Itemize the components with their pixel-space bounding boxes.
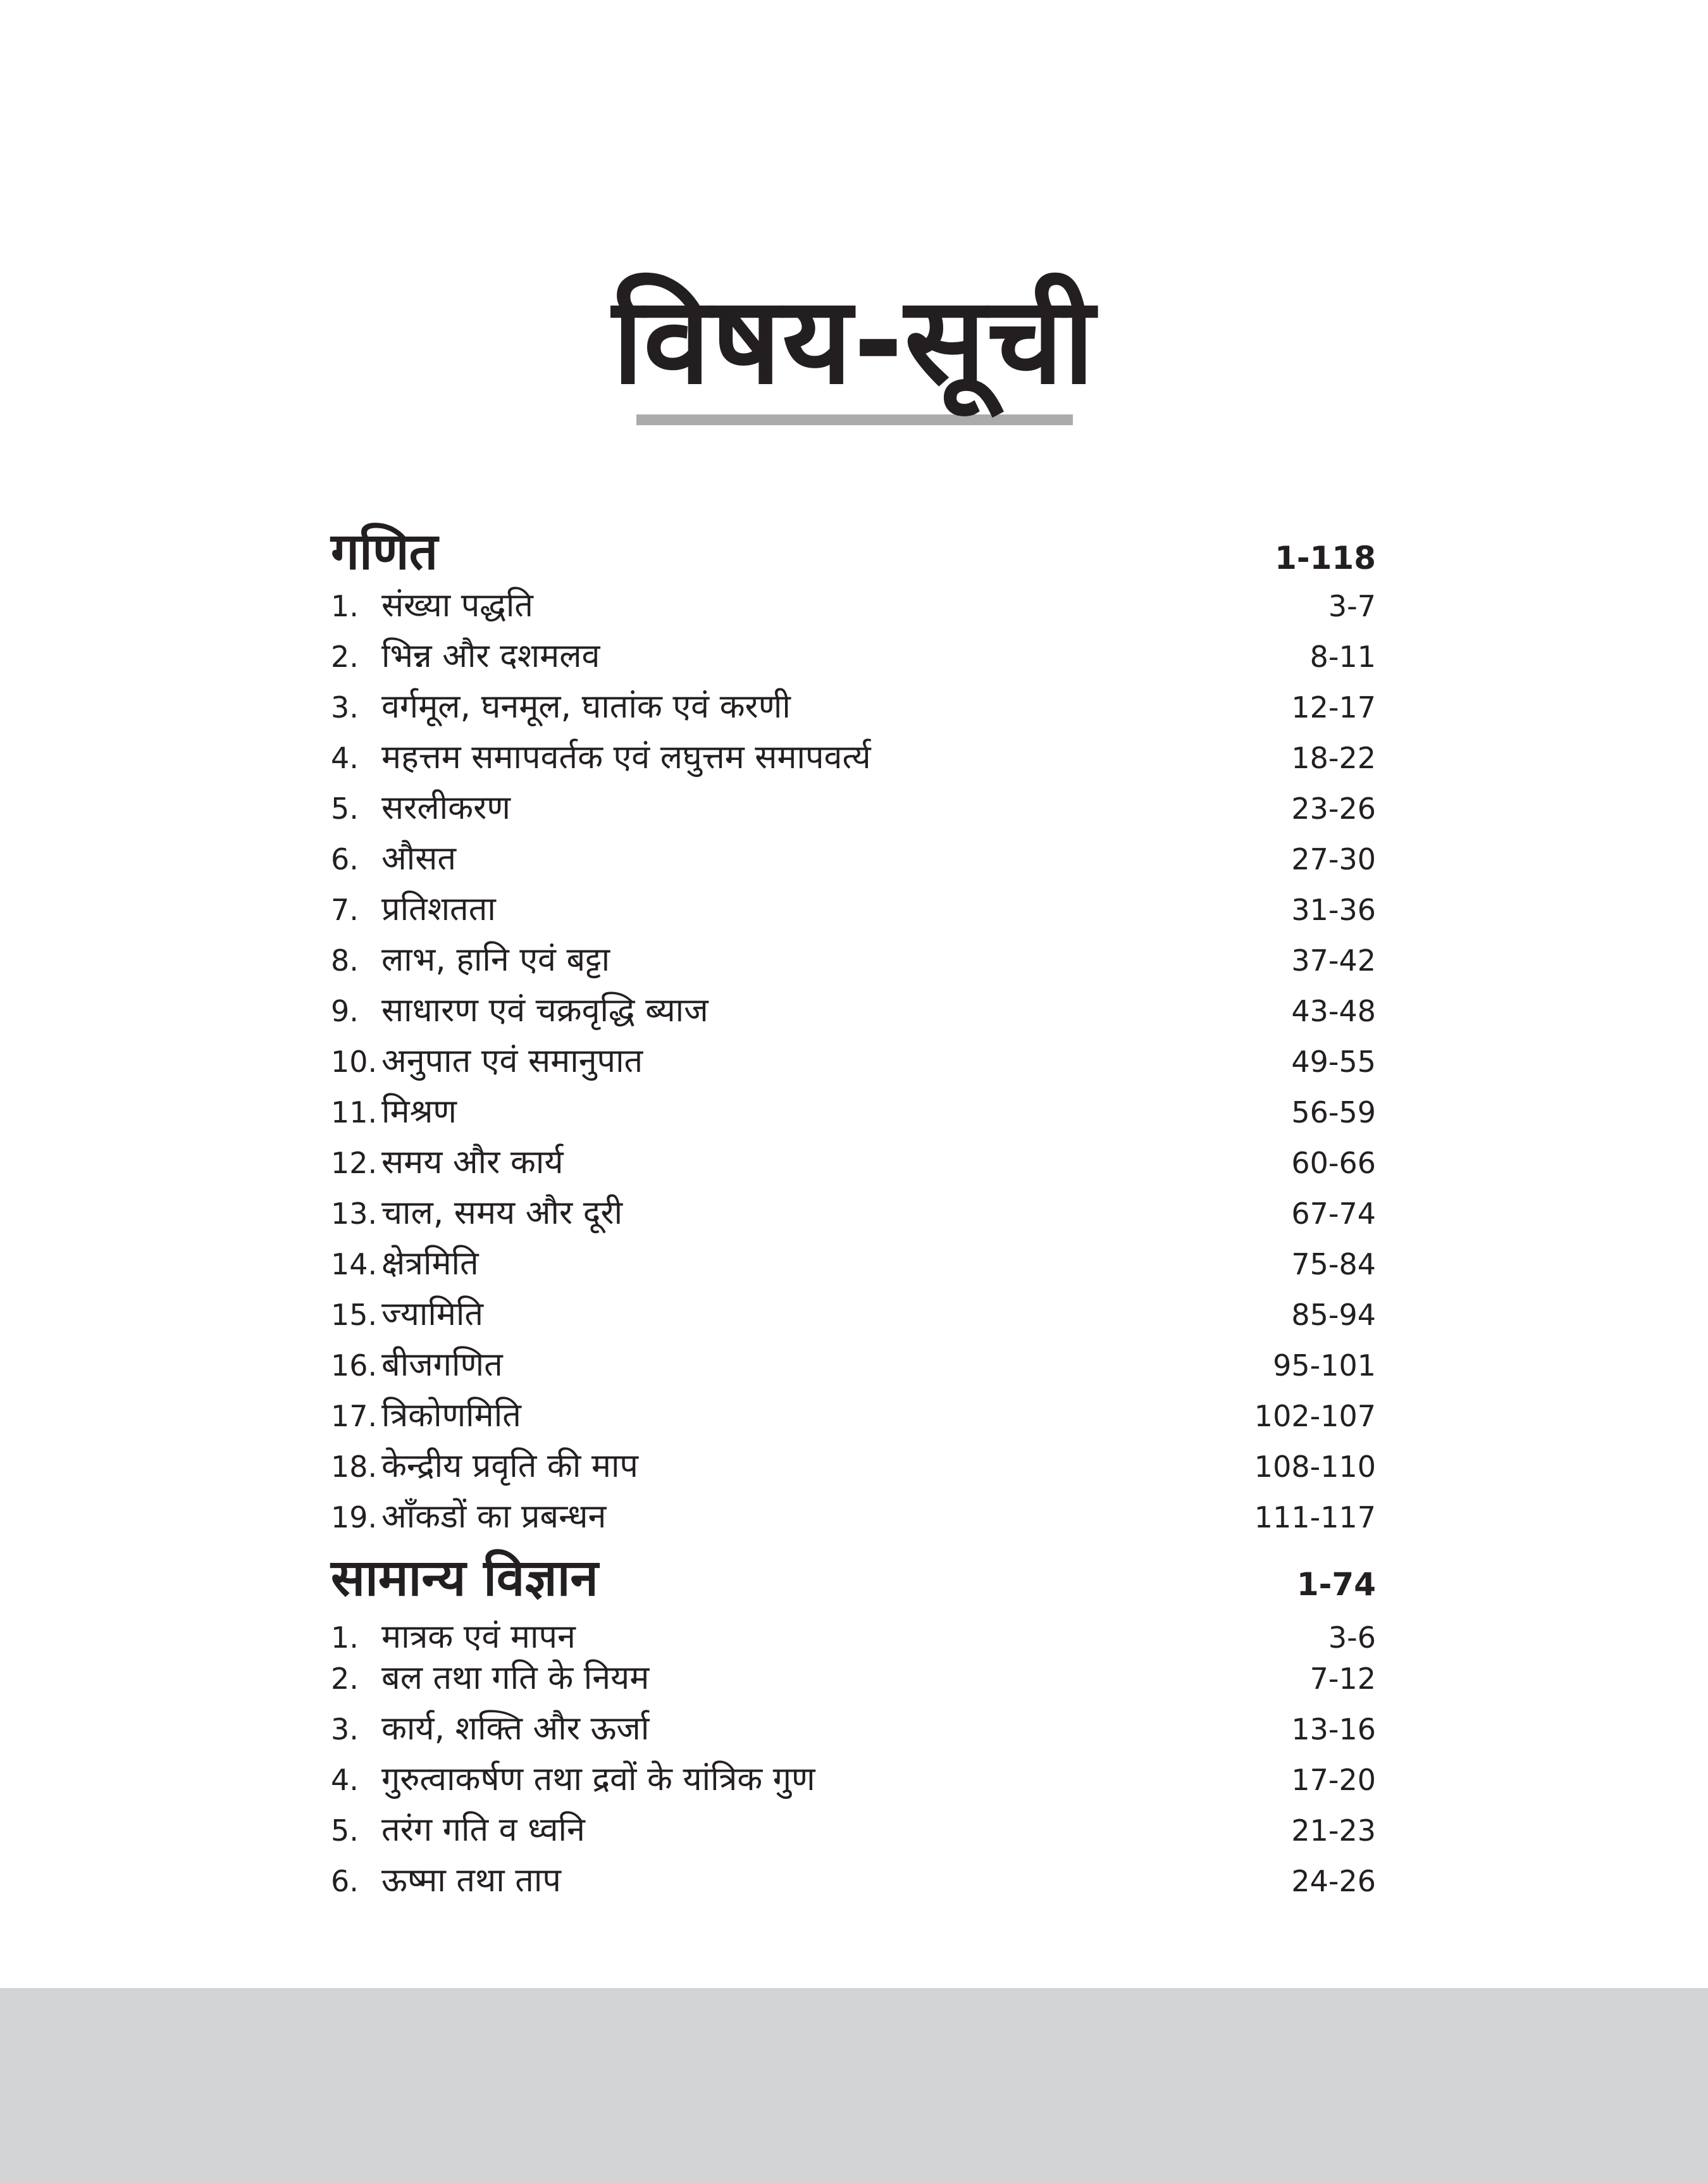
footer-band (0, 1988, 1708, 2183)
toc-item-number: 18. (331, 1450, 378, 1484)
toc-item-number: 1. (331, 589, 359, 623)
toc-item-number: 15. (331, 1298, 378, 1332)
toc-item-number: 10. (331, 1045, 378, 1079)
toc-item-number: 2. (331, 640, 359, 674)
toc-item-number: 13. (331, 1197, 378, 1231)
toc-item-number: 2. (331, 1662, 359, 1696)
toc-item-pages: 102-107 (1254, 1399, 1376, 1433)
toc-item (331, 935, 1376, 985)
toc-item-label: आँकडों का प्रबन्धन (381, 1498, 607, 1536)
toc-item-pages: 85-94 (1291, 1298, 1376, 1332)
toc-item-number: 4. (331, 1763, 359, 1797)
toc-item (331, 833, 1376, 884)
toc-item-number: 17. (331, 1399, 378, 1433)
toc-item-pages: 7-12 (1309, 1662, 1376, 1696)
toc-item-number: 1. (331, 1620, 359, 1655)
toc-item-number: 12. (331, 1146, 378, 1180)
toc-item-label: अनुपात एवं समानुपात (381, 1042, 643, 1080)
toc-item (331, 580, 1376, 631)
toc-item-number: 11. (331, 1095, 378, 1129)
toc-item-number: 3. (331, 1712, 359, 1746)
toc-item-pages: 3-7 (1328, 589, 1376, 623)
toc-item-pages: 31-36 (1291, 893, 1376, 927)
toc-item-pages: 37-42 (1291, 943, 1376, 978)
toc-item-pages: 27-30 (1291, 842, 1376, 876)
page-title: विषय-सूची (612, 271, 1096, 411)
toc-item-pages: 67-74 (1291, 1197, 1376, 1231)
toc-item-label: क्षेत्रमिति (381, 1245, 479, 1283)
toc-item-pages: 49-55 (1291, 1045, 1376, 1079)
toc-item-number: 9. (331, 994, 359, 1028)
toc-item-label: लाभ, हानि एवं बट्टा (381, 941, 610, 979)
toc-item-pages: 75-84 (1291, 1247, 1376, 1281)
toc-item (331, 985, 1376, 1036)
toc-item (331, 1612, 1376, 1656)
toc-item-number: 6. (331, 1864, 359, 1898)
toc-item-pages: 23-26 (1291, 792, 1376, 826)
toc-item-label: सरलीकरण (381, 789, 511, 827)
toc-item-label: मात्रक एवं मापन (381, 1618, 576, 1656)
toc-item (331, 1855, 1376, 1906)
toc-item (331, 1653, 1376, 1703)
toc-item-number: 3. (331, 690, 359, 725)
toc-item-label: ऊष्मा तथा ताप (381, 1862, 561, 1900)
toc-item-label: समय और कार्य (381, 1143, 564, 1181)
toc-item-label: औसत (381, 840, 456, 878)
toc-item-pages: 111-117 (1254, 1500, 1376, 1534)
toc-item (331, 1340, 1376, 1390)
toc-item (331, 1086, 1376, 1137)
toc-item-pages: 43-48 (1291, 994, 1376, 1028)
toc-item-number: 7. (331, 893, 359, 927)
toc-item-label: साधारण एवं चक्रवृद्धि ब्याज (381, 992, 709, 1029)
toc-item-number: 6. (331, 842, 359, 876)
toc-item-label: बीजगणित (381, 1346, 503, 1384)
toc-item-pages: 60-66 (1291, 1146, 1376, 1180)
toc-item (331, 884, 1376, 935)
toc-item-label: केन्द्रीय प्रवृति की माप (381, 1447, 638, 1485)
toc-item (331, 1289, 1376, 1340)
section-header-science (331, 1548, 1376, 1607)
toc-item (331, 1754, 1376, 1805)
toc-item (331, 1703, 1376, 1754)
toc-item-label: तरंग गति व ध्वनि (381, 1811, 585, 1849)
toc-item (331, 1137, 1376, 1188)
toc-item-number: 5. (331, 792, 359, 826)
toc-item-label: संख्या पद्धति (381, 587, 533, 625)
toc-item-label: वर्गमूल, घनमूल, घातांक एवं करणी (381, 688, 791, 726)
toc-item-number: 5. (331, 1813, 359, 1848)
toc-item-number: 8. (331, 943, 359, 978)
section-rows-science (331, 1612, 1376, 1906)
toc-item-label: मिश्रण (381, 1093, 457, 1131)
toc-item (331, 631, 1376, 681)
toc-item-label: त्रिकोणमिति (381, 1396, 521, 1434)
toc-item (331, 1390, 1376, 1441)
toc-item-pages: 21-23 (1291, 1813, 1376, 1848)
toc-item-pages: 56-59 (1291, 1095, 1376, 1129)
toc-item-label: महत्तम समापवर्तक एवं लघुत्तम समापवर्त्य (381, 738, 871, 776)
toc-item-label: भिन्न और दशमलव (381, 637, 600, 675)
toc-item-pages: 24-26 (1291, 1864, 1376, 1898)
toc-item-label: ज्यामिति (381, 1295, 484, 1333)
section-page-range: 1-118 (1275, 540, 1376, 576)
toc-item (331, 681, 1376, 732)
section-title: गणित (331, 522, 438, 581)
section-rows-math (331, 580, 1376, 1542)
toc-item-pages: 3-6 (1328, 1620, 1376, 1655)
toc-item-label: गुरुत्वाकर्षण तथा द्रवों के यांत्रिक गुण (381, 1760, 815, 1798)
toc-item (331, 1491, 1376, 1542)
toc-item (331, 1036, 1376, 1086)
toc-item-pages: 8-11 (1309, 640, 1376, 674)
toc-item (331, 783, 1376, 833)
toc-item-pages: 18-22 (1291, 741, 1376, 775)
toc-item (331, 1188, 1376, 1238)
section-header-math (331, 522, 1376, 581)
title-underline-bar (636, 414, 1073, 425)
toc-item-label: प्रतिशतता (381, 890, 496, 928)
toc-item (331, 1805, 1376, 1855)
section-page-range: 1-74 (1296, 1566, 1376, 1603)
section-title: सामान्य विज्ञान (331, 1548, 598, 1607)
toc-item-pages: 17-20 (1291, 1763, 1376, 1797)
toc-item-number: 14. (331, 1247, 378, 1281)
toc-item-number: 16. (331, 1348, 378, 1383)
toc-item (331, 1238, 1376, 1289)
toc-item (331, 732, 1376, 783)
toc-item-pages: 95-101 (1273, 1348, 1376, 1383)
toc-item-label: कार्य, शक्ति और ऊर्जा (381, 1710, 650, 1748)
toc-item-pages: 12-17 (1291, 690, 1376, 725)
toc-item (331, 1441, 1376, 1491)
toc-item-label: चाल, समय और दूरी (381, 1194, 623, 1232)
toc-item-pages: 108-110 (1254, 1450, 1376, 1484)
toc-item-number: 4. (331, 741, 359, 775)
toc-item-label: बल तथा गति के नियम (381, 1659, 650, 1697)
toc-item-pages: 13-16 (1291, 1712, 1376, 1746)
toc-item-number: 19. (331, 1500, 378, 1534)
